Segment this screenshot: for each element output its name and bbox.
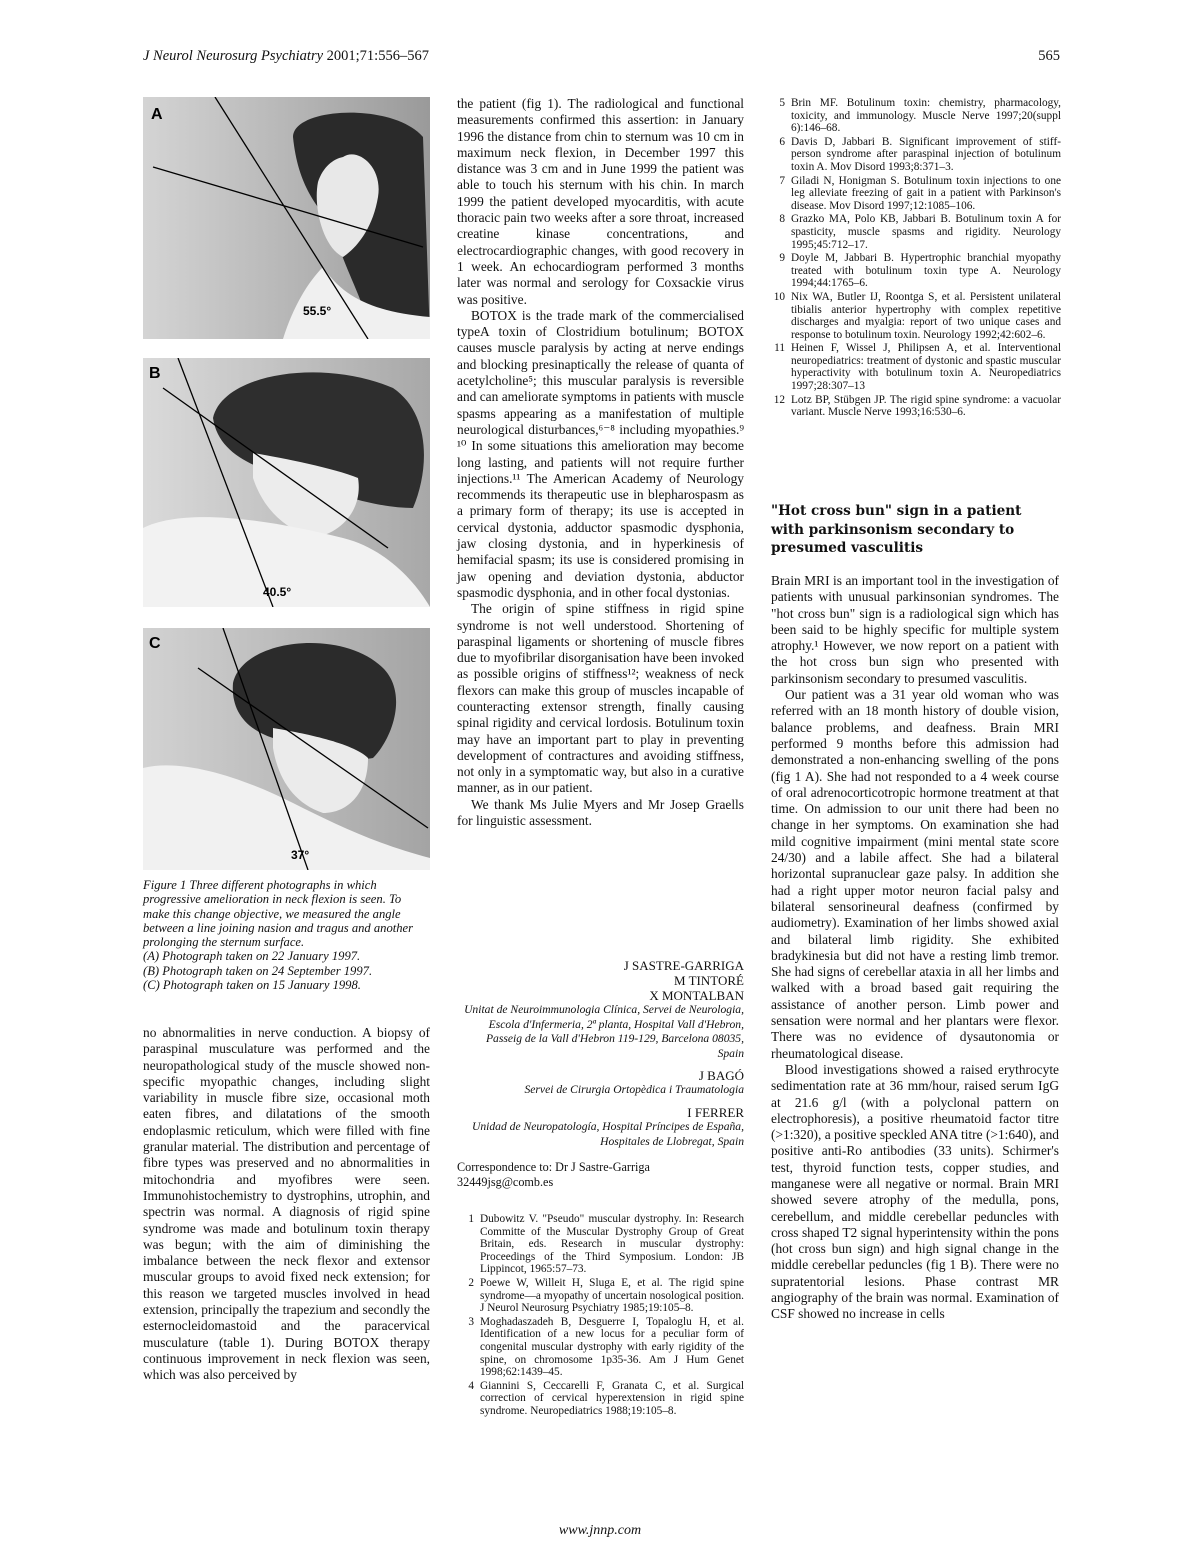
reference-number: 5 <box>779 97 785 109</box>
panel-letter-c: C <box>149 635 161 652</box>
reference-item <box>460 1213 744 1276</box>
reference-item <box>771 342 1061 392</box>
paragraph: BOTOX is the trade mark of the commercialised typeA toxin of Clostridium botulinum; BOTOX causes muscle paralysis by acting at nerve endings and blocking presinaptically the release of quanta of acetylcholine⁵; this muscular paralysis is reversible and can ameliorate symptoms in patients with muscle spasms appearing as a manifestation of multiple neurological disturbances,⁶⁻⁸ including myopathies.⁹ ¹⁰ In some situations this amelioration may become long lasting, and patients will not require further injections.¹¹ The American Academy of Neurology recommends its therapeutic use in blepharospasm as a primary form of therapy; its use is accepted in cervical dystonia, adductor spasmodic dysphonia, jaw closing dystonia, and in hyperkinesis of hemifacial spasm; its use is considered promising in jaw opening and deviation dystonia, abductor spasmodic dysphonia, and in other focal dystonias. <box>457 307 744 600</box>
page-number: 565 <box>1038 48 1060 64</box>
reference-item <box>460 1380 744 1418</box>
author-affiliation: Servei de Cirurgia Ortopèdica i Traumatologia <box>524 1083 744 1096</box>
reference-number: 8 <box>779 213 785 226</box>
reference-item <box>771 213 1061 251</box>
figure-photo-a <box>143 97 430 339</box>
reference-number: 9 <box>779 252 785 265</box>
reference-text: Dubowitz V. "Pseudo" muscular dystrophy. In: Research Committe of the Muscular Dystrophy Group of Great Britain, eds. Research in muscular dystrophy: Proceedings of the Third Symposium. London: JB Lippincot, 1965:57–73. <box>480 1213 744 1276</box>
reference-text: Brin MF. Botulinum toxin: chemistry, pharmacology, toxicity, and immunology. Muscle Nerve 1997;20(suppl 6):146–68. <box>791 97 1061 135</box>
acknowledgement: We thank Ms Julie Myers and Mr Josep Graells for linguistic assessment. <box>457 796 744 829</box>
author-affiliation: Unitat de Neuroimmunologia Clínica, Servei de Neurologia, Escola d'Infermeria, 2ª planta, Hospital Vall d'Hebron, Passeig de la Vall d'Hebron 119-129, Barcelona 08035, Spain <box>464 1003 744 1060</box>
paragraph: Our patient was a 31 year old woman who was referred with an 18 month history of double vision, balance problems, and deafness. Brain MRI performed 9 months before this admission had demonstrated a non-enhancing swelling of the pons (fig 1 A). She had not responded to a 4 week course of oral adrenocorticotropic hormone treatment at that time. On admission to our unit there had been no change in her symptoms. On examination she had mild cognitive impairment (mini mental state score 24/30) and a labile affect. She had a bilateral horizontal supranuclear gaze palsy. In addition she had a right upper motor neuron facial palsy and bilateral sensorineural deafness (confirmed by audiometry). Examination of her limbs showed axial and bilateral limb rigidity. She exhibited bradykinesia but did not have a resting limb tremor. She had signs of cerebellar ataxia in all her limbs and walked with a broad based gait requiring the assistance of another person. Limb power and sensation were normal and her plantars were flexor. There was no evidence of dysautonomia or rheumatological disease. <box>771 687 1059 1061</box>
reference-item <box>771 175 1061 213</box>
references-list-2 <box>771 97 1061 420</box>
reference-item <box>771 394 1061 419</box>
column-1-body <box>143 1025 430 1384</box>
author-block-2 <box>457 1068 744 1098</box>
correspondence <box>457 1160 744 1190</box>
author-name: I FERRER <box>687 1105 744 1120</box>
reference-item <box>460 1316 744 1379</box>
reference-number: 12 <box>773 393 785 406</box>
reference-item <box>771 252 1061 290</box>
author-name: J BAGÓ <box>698 1068 744 1083</box>
paragraph: no abnormalities in nerve conduction. A biopsy of paraspinal musculature was performed and the neuropathological study of the muscle showed non-specific myopathic changes, including slight variability in muscle fibre size, occasional moth eaten fibres, and dilatations of the smooth endoplasmic reticulum, which were filled with fine granular material. The distribution and percentage of fibre types was preserved and no abnormalities in mitochondria and myofibres were seen. Immunohistochemistry to dystrophins, utrophin, and spectrin was normal. A diagnosis of rigid spine syndrome was made and botulinum toxin therapy was begun; with the aim of diminishing the imbalance between the neck flexor and extensor muscular groups to avoid fixed neck extension; for this reason we targeted muscles involved in head extension, principally the trapezium and secondly the esternocleidomastoid and the paracervical musculature (table 1). During BOTOX therapy continuous improvement in neck flexion was seen, which was also perceived by <box>143 1025 430 1383</box>
author-name: J SASTRE-GARRIGA <box>623 958 744 973</box>
panel-letter-a: A <box>151 106 163 123</box>
reference-text: Moghadaszadeh B, Desguerre I, Topaloglu H, et al. Identification of a new locus for a peculiar form of congenital muscular dystrophy with early rigidity of the spine, on chromosome 1p35-36. Am J Hum Genet 1998;62:1439–45. <box>480 1315 744 1379</box>
reference-text: Davis D, Jabbari B. Significant improvement of stiff-person syndrome after paraspinal injection of botulinum toxin A. Mov Disord 1993;8:371–3. <box>791 135 1061 173</box>
panel-letter-b: B <box>149 365 161 382</box>
reference-item <box>771 136 1061 174</box>
reference-number: 4 <box>468 1379 474 1392</box>
paragraph: Brain MRI is an important tool in the investigation of patients with unusual parkinsonian syndromes. The "hot cross bun" sign is a radiological sign which has been said to be highly specific for multiple system atrophy.¹ However, we now report on a patient with the hot cross bun sign who presented with parkinsonism secondary to presumed vasculitis. <box>771 573 1059 686</box>
reference-item <box>771 97 1061 135</box>
reference-text: Lotz BP, Stübgen JP. The rigid spine syndrome: a vacuolar variant. Muscle Nerve 1993;16:530–6. <box>791 393 1061 419</box>
reference-item <box>771 291 1061 341</box>
angle-label-c: 37° <box>291 848 310 862</box>
reference-number: 1 <box>468 1213 474 1225</box>
reference-item <box>460 1277 744 1315</box>
reference-number: 2 <box>468 1276 474 1289</box>
journal-name: J Neurol Neurosurg Psychiatry <box>143 48 324 64</box>
column-3-body <box>771 573 1059 1323</box>
author-name: X MONTALBAN <box>649 988 744 1003</box>
reference-number: 3 <box>468 1315 474 1328</box>
figure-caption <box>143 878 430 992</box>
author-name: M TINTORÉ <box>674 973 744 988</box>
footer-url[interactable]: www.jnnp.com <box>558 1523 642 1538</box>
reference-text: Doyle M, Jabbari B. Hypertrophic branchial myopathy treated with botulinum toxin type A. Neurology 1994;44:1765–6. <box>791 252 1061 290</box>
reference-text: Giannini S, Ceccarelli F, Granata C, et al. Surgical correction of cervical hyperextension in rigid spine syndrome. Neuropediatrics 1988;19:105–8. <box>480 1379 744 1417</box>
reference-text: Poewe W, Willeit H, Sluga E, et al. The rigid spine syndrome—a myopathy of uncertain nosological position. J Neurol Neurosurg Psychiatry 1985;19:105–8. <box>480 1276 744 1315</box>
angle-label-b: 40.5° <box>263 585 292 599</box>
reference-text: Heinen F, Wissel J, Philipsen A, et al. Interventional neuropediatrics: treatment of dystonic and spastic muscular hyperactivity with botulinum toxin A. Neuropediatrics 1997;28:307–13 <box>791 342 1061 393</box>
angle-label-a: 55.5° <box>303 304 332 318</box>
reference-number: 11 <box>774 342 785 355</box>
running-header <box>143 48 429 65</box>
author-block-3 <box>457 1105 744 1149</box>
caption-main: Figure 1 Three different photographs in which progressive amelioration in neck flexion is seen. To make this change objective, we measured the angle between a line joining nasion and tragus and another prolonging the sternum surface. <box>143 878 414 950</box>
correspondence-email[interactable]: 32449jsg@comb.es <box>457 1175 554 1189</box>
figure-photo-b <box>143 358 430 607</box>
reference-text: Nix WA, Butler IJ, Roontga S, et al. Persistent unilateral tibialis anterior hypertrophy with complex repetitive discharges and myalgia: report of two unique cases and response to botulinum toxin. Neurology 1992;42:602–6. <box>791 290 1061 341</box>
paragraph: the patient (fig 1). The radiological and functional measurements confirmed this assertion: in January 1996 the distance from chin to sternum was 10 cm in maximum neck flexion, in December 1997 this distance was 3 cm and in June 1999 the patient was able to touch his sternum with his chin. In march 1999 the patient developed myocarditis, with acute thoracic pain two weeks after a sore throat, increased creatine kinase concentrations, and electrocardiographic changes, with good recovery in 1 week. An echocardiogram performed 3 months later was normal and serology for Coxsackie virus was positive. <box>457 96 744 307</box>
reference-number: 6 <box>779 135 785 148</box>
figure-photo-c <box>143 628 430 870</box>
reference-text: Giladi N, Honigman S. Botulinum toxin injections to one leg alleviate freezing of gait in a patient with Parkinson's disease. Mov Disord 1997;12:1085–106. <box>791 174 1061 212</box>
reference-number: 10 <box>773 290 785 303</box>
author-block-1 <box>457 958 744 1061</box>
caption-line-c: (C) Photograph taken on 15 January 1998. <box>143 978 361 993</box>
reference-number: 7 <box>779 174 785 187</box>
column-2-body <box>457 96 744 829</box>
paragraph: The origin of spine stiffness in rigid spine syndrome is not well understood. Shortening of paraspinal ligaments or shortening of muscle fibres due to myofibrilar disorganisation have been invoked as possible origins of stiffness¹²; weakness of neck flexors can make this group of muscles incapable of counteracting extensor strength, finally causing spinal rigidity and cervical lordosis. Botulinum toxin may have an important part to play in preventing development of contractures and avoiding stiffness, not only in a symptomatic way, but also in a curative manner, as in our patient. <box>457 601 744 796</box>
caption-line-a: (A) Photograph taken on 22 January 1997. <box>143 949 361 964</box>
reference-text: Grazko MA, Polo KB, Jabbari B. Botulinum toxin A for spasticity, muscle spasms and rigidity. Neurology 1995;45:712–17. <box>791 213 1061 251</box>
citation: 2001;71:556–567 <box>326 48 429 64</box>
correspondence-name: Correspondence to: Dr J Sastre-Garriga <box>457 1160 650 1174</box>
section-title: "Hot cross bun" sign in a patient with parkinsonism secondary to presumed vasculitis <box>771 503 1022 556</box>
caption-line-b: (B) Photograph taken on 24 September 1997. <box>143 963 373 978</box>
author-affiliation: Unidad de Neuropatología, Hospital Príncipes de España, Hospitales de Llobregat, Spain <box>471 1120 744 1148</box>
references-list-1 <box>460 1213 744 1419</box>
paragraph: Blood investigations showed a raised erythrocyte sedimentation rate at 36 mm/hour, raised serum IgG at 21.6 g/l (with a polyclonal pattern on electrophoresis), a positive rheumatoid factor titre (>1:320), a positive speckled ANA titre (>1:640), and positive anti-Ro antibodies (33 units). Schirmer's test, thyroid function tests, copper studies, and manganese were all negative or normal. Brain MRI showed severe atrophy of the medulla, pons, cerebellum, and middle cerebellar peduncles with cross shaped T2 signal hyperintensity within the pons (hot cross bun sign) and high signal change in the middle cerebellar peduncles (fig 1 B). There were no supratentorial lesions. Phase contrast MR angiography of the brain was normal. Examination of CSF showed no increase in cells <box>771 1061 1059 1322</box>
